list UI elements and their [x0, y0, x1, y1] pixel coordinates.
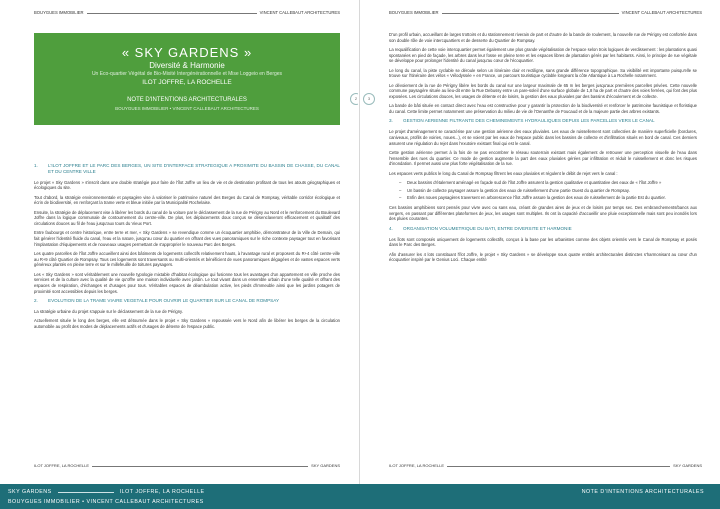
section-title: GESTION AERIENNE FILTRANTE DES CHEMINEMENTS HYDRAULIQUES DEPUIS LES PARCELLES VERS LE CANAL [403, 118, 655, 124]
paragraph: Les « Sky Gardens » sont véritablement une nouvelle typologie mixtable d'habitat écologique qui fusionne tous les avantages d'un appartement en ville proche des services et de la culture avec la qualité de vie qu'offre une maison individuelle avec jardin. Le tout vivant dans un ensemble urbain d'une telle qualité et offrant des espaces de respiration, d'échanges et d'usages pour tous. Véritables espaces de déambulation active, les pieds d'immeuble ainsi que les jardins potagers de proximité sont accessibles depuis les berges. [34, 271, 340, 294]
bar-rule [58, 489, 114, 493]
page-footer-right [389, 463, 702, 468]
page-right [361, 0, 720, 484]
paragraph: Tout d'abord, la stratégie environnementale et paysagère vise à valoriser le patrimoine naturel des Berges du Canal de Rompsay, véritable corridor écologique et écrin de biodiversité, en renforçant la trame verte et bleue initiée par la Municipalité Rochelaise. [34, 194, 340, 206]
paragraph: Afin d'assurer les 4 lots constituant l'îlot Joffre, le projet « Sky Gardens » se développe sous quatre entités architecturales distinctes s'harmonisant au cœur d'un écoquartier inspiré par le Genius Loci. Chaque entité [389, 251, 697, 263]
header-right-label: VINCENT CALLEBAUT ARCHITECTURES [621, 10, 702, 15]
bar-line-1 [8, 489, 205, 495]
paragraph: La requalification de cette voie intercquartier permet également une plus grande végétalisation de l'espace selon trois logiques de verdissement : les plantations quasi spontanées en pied de façade, les arbres dans leur fosse en pleine terre et les espaces libres de plantation gérés par les habitants. Ainsi, le principe de rue végétale se développe pour prolonger l'identité du canal jusqu'au cœur de l'écoquartier. [389, 47, 697, 64]
footer-rule [447, 466, 670, 467]
paragraph: Le projet « Sky Gardens » s'inscrit dans une double stratégie pour faire de l'îlot Joffre un lieu de vie et de destination profitant de tous les atouts géographiques et écologiques du site. [34, 179, 340, 191]
right-body [389, 32, 697, 267]
section-title: EVOLUTION DE LA TRAME VIAIRE VEGETALE POUR OUVRIR LE QUARTIER SUR LE CANAL DE ROMPSAY [48, 298, 280, 304]
paragraph: Le long du canal, la piste cyclable se déroule selon un itinéraire clair et rectiligne, sans grande différence topographique. Sa visibilité est importante puisqu'elle se trouve sur l'itinéraire des vélos « Vélodyssée » en France, un parcours touristique cyclable longeant la côte Atlantique à La Rochelle notamment. [389, 67, 697, 79]
section-heading-2 [34, 298, 340, 304]
paragraph: Le dévoiement de la rue de Périgny libère les bords du canal sur une largeur maximale de 65 m les berges jusqu'aux premières parcelles privées. Cette nouvelle commune paysagère située au lieu-dit entre la Rue Debussy entre un pare-soleil d'une surface globale de 1,8 ha de part et d'autre des voies ferrées, qui font des plus exposées. Les circulations douces, les usages de détente et de loisirs, la gestion des eaux pluviales par des bassins d'écoulement et de collecte. [389, 82, 697, 100]
banner-authors: BOUYGUES IMMOBILIER • VINCENT CALLEBAUT ARCHITECTURES [115, 106, 259, 111]
bar-place: ILOT JOFFRE, LA ROCHELLE [119, 489, 205, 495]
page-number-right: 3 [363, 93, 375, 105]
paragraph: Les espaces verts publics le long du Canal de Rompsay filtrent les eaux pluviales et régulent le débit de rejet vers le canal : [389, 170, 618, 176]
bullet-item [399, 195, 697, 201]
page-left [0, 0, 358, 484]
page-footer-left [34, 463, 340, 468]
header-rule [87, 13, 257, 14]
bottom-info-bar [0, 484, 720, 509]
paragraph: Actuellement située le long des berges, elle est détournée dans le projet « Sky Gardens » repoussée vers le Nord afin de libérer les berges de la circulation automobile au profit des modes de déplacements actifs et d'usages de détente de l'espace public. [34, 318, 340, 329]
paragraph: La stratégie urbaine du projet s'appuie sur le déclassement de la rue de Périgny. [34, 308, 184, 314]
paragraph: Entre faubourgs et centre historique, entre terre et mer, « Sky Gardens » se revendique comme un écoquartier amphibie, démonstrateur de la Ville de Demain, qui fait générer l'identité fluide du canal, l'eau et la nature, jusqu'au cœur du quartier en offrant des vues panoramiques sur le riche contexte paysager tout en favorisant l'implantation d'équipements et de nouveaux usages permettant de s'approprier le nouveau Parc des Berges. [34, 230, 340, 247]
bullet-item [399, 188, 697, 194]
paragraph: La bande de bâti située en contact direct avec l'eau est constructive pour y garantir la protection de la biodiversité et renforcer le patrimoine faunistique et floristique du canal. Cette limite permet notamment une préservation du milieu de vie de l'Oenanthe de Foucaud et de la majeure partie des arbres existants. [389, 103, 697, 115]
section-heading-1 [34, 163, 340, 175]
bullet-text: Enfin des noues paysagères traversent en arborescence l'îlot Joffre assure la gestion des eaux de ruissellement de la partie Est du quartier. [407, 195, 666, 201]
bullet-item [399, 180, 697, 186]
paragraph: D'un profil urbain, accueillant de larges trottoirs et du stationnement riverain de part et d'autre de la bande de roulement, la nouvelle rue de Périgny est confortée dans son double rôle de voie intercquartiers et de desserte du Quartier de Rompsay. [389, 32, 697, 43]
section-number: 1. [34, 163, 38, 168]
bar-project: SKY GARDENS [8, 489, 52, 495]
left-body [34, 160, 340, 333]
bullet-marker: – [399, 179, 402, 185]
section-number: 2. [34, 298, 38, 304]
header-right-label: VINCENT CALLEBAUT ARCHITECTURES [259, 10, 340, 15]
banner-subtitle: Diversité & Harmonie [149, 61, 225, 70]
bullet-marker: – [399, 187, 402, 193]
section-title: L'ILOT JOFFRE ET LE PARC DES BERGES, UN SITE D'INTERFACE STRATEGIQUE A PROXIMITE DU BASSIN DE CHASSE, DU CANAL ET DU CENTRE VILLE [48, 163, 340, 174]
bullet-text: Un bassin de collecte paysager assure la gestion des eaux de ruissellement d'une partie Ouest du quartier de Rompsay. [407, 187, 630, 193]
section-number: 3. [389, 118, 393, 124]
page-gutter [359, 0, 360, 484]
paragraph: Les quatre parcelles de l'îlot Joffre accueillent ainsi des bâtiments de logements collectifs relativement hauts, à l'avantage rural et proposent du R+4 côté centre-ville au R+9 côté Quartier de Rompsay. Tous ces logements sont traversants ou multi-orientés et bénéficient de vues panoramiques dégagées et de vastes espaces verts généreux plantés en pleine terre et sur le millefeuille de toitures paysagers. [34, 251, 340, 268]
banner-note-title: NOTE D'INTENTIONS ARCHITECTURALES [127, 97, 247, 103]
bar-doc-type: NOTE D'INTENTIONS ARCHITECTURALES [581, 489, 704, 495]
page-header-right [389, 10, 702, 15]
paragraph: Le projet d'aménagement se caractérise par une gestion aérienne des eaux pluviales. Les eaux de ruissellement sont collectées de manière superficielle (bordures, caniveaux, profils de voiries, noues...), et se voient par les eaux de l'espace public dans les bassins de collecte et d'infiltration situés en bord de canal. Ces derniers assurent une régulation du rejet dans l'exutoire existant final qui est le canal. [389, 129, 697, 146]
banner-title: « SKY GARDENS » [121, 45, 253, 60]
footer-place: ILOT JOFFRE, LA ROCHELLE [389, 463, 445, 468]
paragraph: Les îlots sont composés uniquement de logements collectifs, conçus à la base par les urbanistes comme des objets orientés vers le Canal de Rompsay et posés dans le Parc des Berges. [389, 236, 697, 248]
paragraph: Cette gestion aérienne permet à la fois de ne pas encombrer le réseau souterrain existant mais également de retrouver une perception visuelle de l'eau dans l'ensemble des rues du quartier. Ce mode de gestion augmente la part des eaux pluviales gérées par infiltration et réduit le ruissellement et donc les risques d'inondation. Il permet aussi une plus forte végétalisation de la rue. [389, 149, 697, 167]
header-left-label: BOUYGUES IMMOBILIER [34, 10, 84, 15]
bullet-text: Deux bassins d'étalement aménagé en façade sud de l'îlot Joffre assurent la gestion qualitative et quantitative des eaux de « l'îlot Joffre » [407, 179, 662, 185]
banner-place: ILOT JOFFRE, LA ROCHELLE [142, 79, 232, 86]
bar-authors: BOUYGUES IMMOBILIER • VINCENT CALLEBAUT ARCHITECTURES [8, 499, 204, 505]
bullet-marker: – [399, 195, 402, 201]
footer-rule [92, 466, 308, 467]
section-title: ORGANISATION VOLUMETRIQUE DU BATI, ENTRE DIVERSITE ET HARMONIE [403, 225, 572, 231]
paragraph: Ensuite, la stratégie de déplacement vise à libérer les bords du canal de la voiture par le déclassement de la rue de Périgny au Nord et le renforcement du Boulevard Joffre dans la logique communale de contournement du centre-ville. De plus, les déplacements doux conçus se désenclaveront efficacement et qualitatif des circulations douces au fil de l'eau jusqu'aux tours du Vieux Port. [34, 209, 340, 226]
header-rule [442, 13, 619, 14]
footer-project: SKY GARDENS [673, 463, 702, 468]
header-left-label: BOUYGUES IMMOBILIER [389, 10, 439, 15]
footer-project: SKY GARDENS [311, 463, 340, 468]
section-heading-4 [389, 226, 697, 232]
page-header-left [34, 10, 340, 15]
page-number-left: 2 [350, 93, 358, 105]
banner-subtitle-detail: Un Eco-quartier Végétal de Bio-Mixité Intergénérationnelle et Mise Loggeio en Berges [91, 71, 283, 77]
paragraph: Ces bassins amphibiens sont pensés pour vivre avec ou sans eau, créant de grandes aires de jeux et de loisirs par temps sec. Des embranchements/bancs aux vergers, en passant par différentes plateformes de jeux, les usages sont multiples. Ils ont la capacité d'accueillir une pluie exceptionnelle mais sont peu inondés lors des pluies courantes. [389, 205, 697, 222]
section-heading-3 [389, 118, 697, 124]
footer-place: ILOT JOFFRE, LA ROCHELLE [34, 463, 90, 468]
title-banner [34, 33, 340, 125]
section-number: 4. [389, 225, 393, 231]
